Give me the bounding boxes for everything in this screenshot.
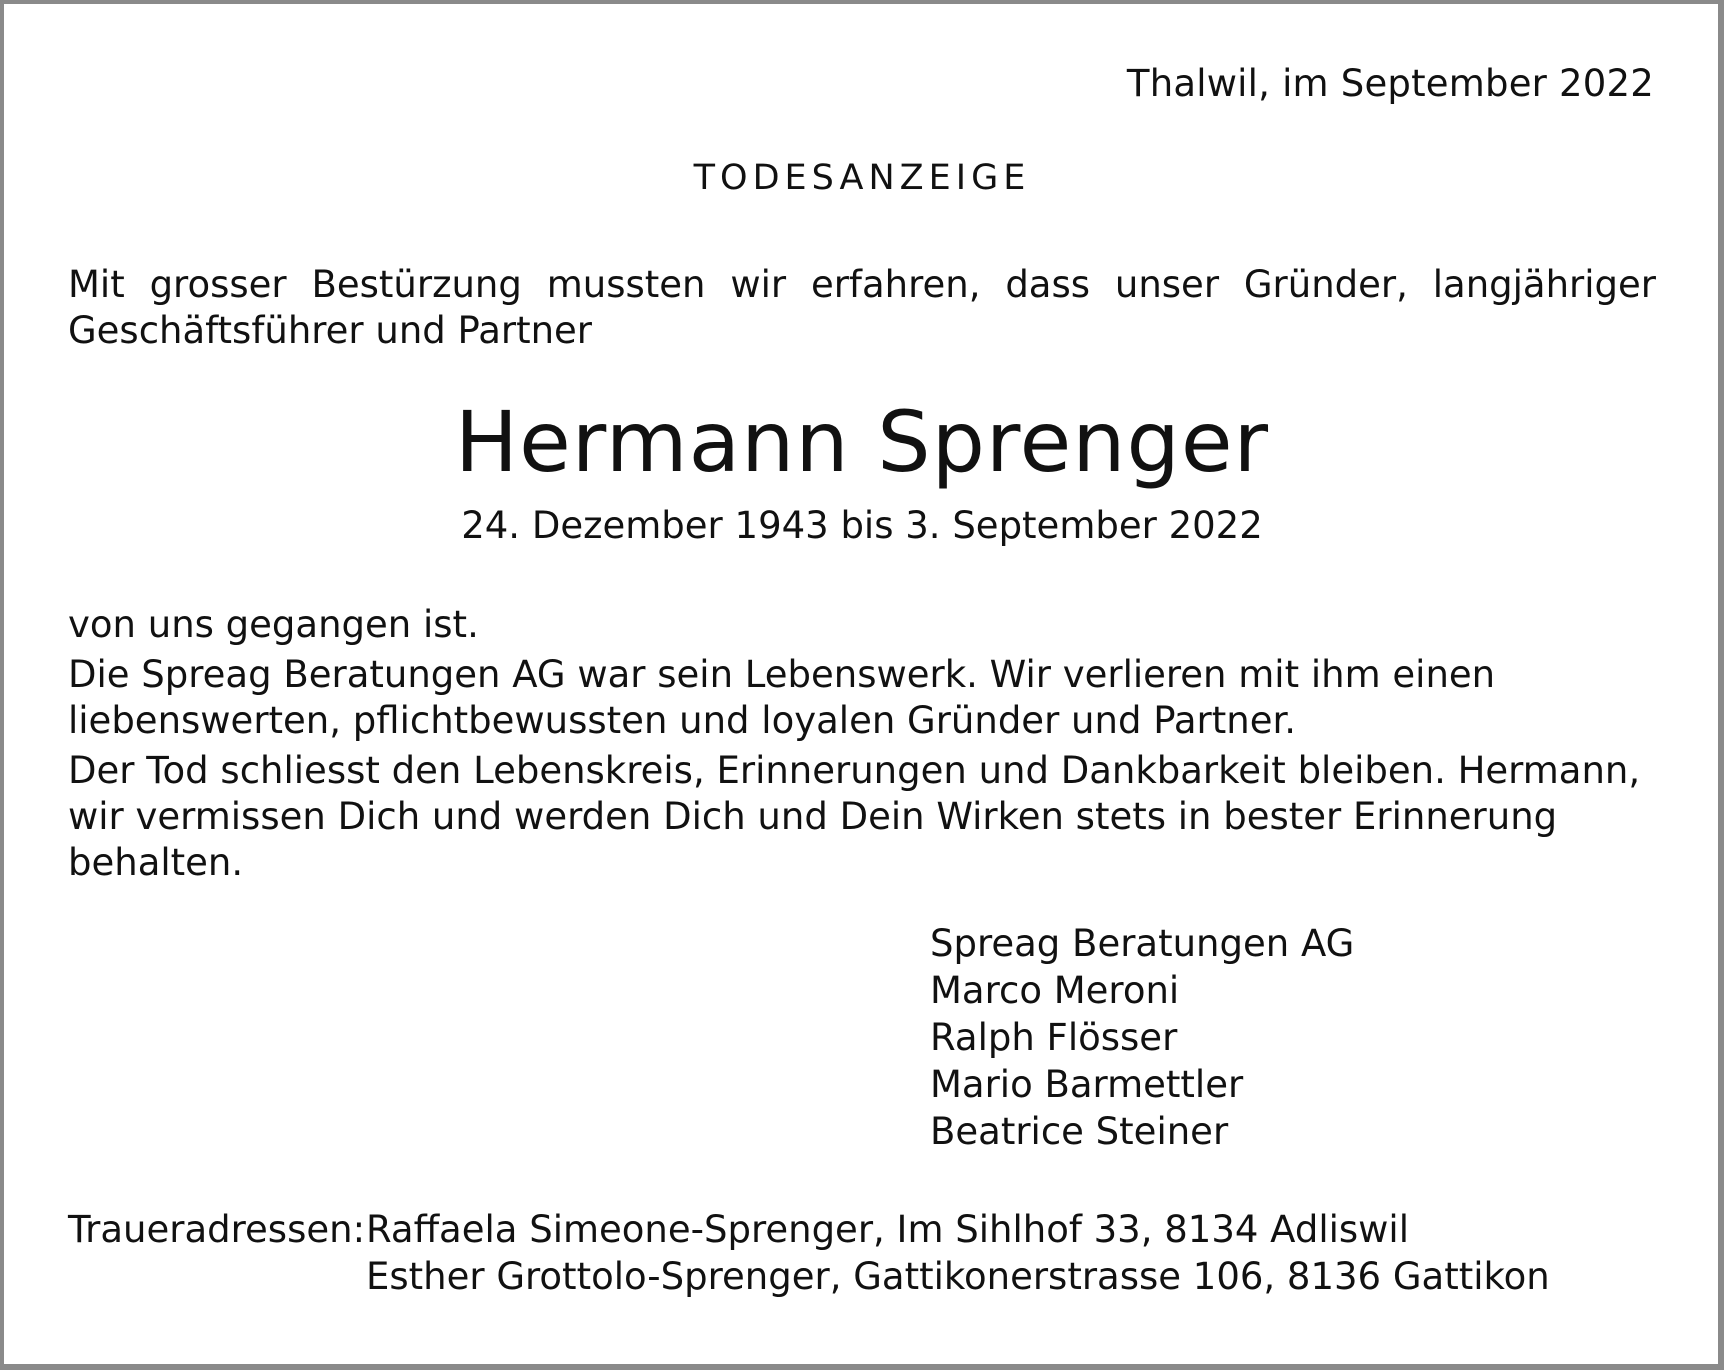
notice-heading: TODESANZEIGE [693, 158, 1031, 198]
place-date: Thalwil, im September 2022 [1126, 62, 1654, 105]
body-text [68, 602, 1668, 890]
paragraph-remembrance: Der Tod schliesst den Lebenskreis, Erinnerungen und Dankbarkeit bleiben. Hermann, wir vermissen Dich und werden Dich und Dein Wirken stets in bester Erinnerung behalten. [68, 749, 1641, 884]
intro-text: Mit grosser Bestürzung mussten wir erfahren, dass unser Gründer, langjähriger Geschäftsführer und Partner [68, 263, 1656, 352]
signers-list [930, 920, 1354, 1155]
address-line: Esther Grottolo-Sprenger, Gattikonerstrasse 106, 8136 Gattikon [366, 1255, 1550, 1298]
paragraph-lifework: Die Spreag Beratungen AG war sein Lebenswerk. Wir verlieren mit ihm einen liebenswerten, pflichtbewussten und loyalen Gründer und Partner. [68, 653, 1496, 742]
signer-name: Mario Barmettler [930, 1063, 1244, 1106]
address-line: Raffaela Simeone-Sprenger, Im Sihlhof 33, 8134 Adliswil [366, 1208, 1409, 1251]
mourning-addresses [68, 1206, 1550, 1300]
life-dates: 24. Dezember 1943 bis 3. September 2022 [461, 504, 1263, 547]
signer-name: Beatrice Steiner [930, 1110, 1229, 1153]
addresses-list [366, 1206, 1550, 1300]
paragraph-passed-away: von uns gegangen ist. [68, 603, 479, 646]
addresses-label: Traueradressen: [68, 1208, 366, 1251]
signer-name: Marco Meroni [930, 969, 1180, 1012]
deceased-name: Hermann Sprenger [454, 393, 1270, 491]
signer-company: Spreag Beratungen AG [930, 922, 1355, 965]
signer-name: Ralph Flösser [930, 1016, 1178, 1059]
